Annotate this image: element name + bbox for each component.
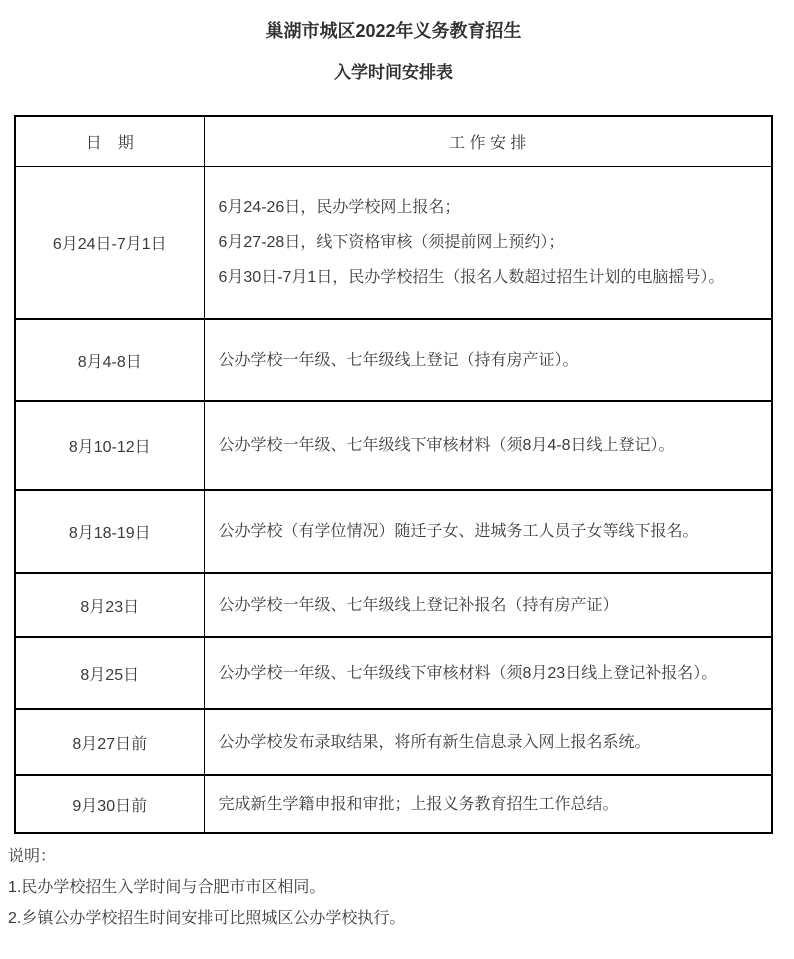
note-item: 1.民办学校招生入学时间与合肥市市区相同。: [8, 879, 326, 896]
document-subtitle: 入学时间安排表: [334, 63, 453, 82]
work-cell: [204, 166, 772, 319]
work-line: 公办学校一年级、七年级线下审核材料（须8月23日线上登记补报名）。: [218, 664, 718, 682]
work-cell: [204, 709, 772, 775]
work-line: 6月30日-7月1日，民办学校招生（报名人数超过招生计划的电脑摇号）。: [218, 268, 725, 286]
date-cell: 8月25日: [15, 637, 204, 709]
notes-section: [8, 847, 773, 929]
document-page: [8, 0, 773, 929]
work-cell: [204, 319, 772, 401]
notes-label: 说明：: [8, 848, 57, 865]
work-cell: [204, 637, 772, 709]
document-title: 巢湖市城区2022年义务教育招生: [265, 21, 522, 41]
work-line: 公办学校一年级、七年级线上登记（持有房产证）。: [218, 351, 579, 369]
work-line: 公办学校一年级、七年级线上登记补报名（持有房产证）: [218, 596, 619, 614]
work-cell: [204, 573, 772, 637]
work-column-header: 工 作 安 排: [204, 116, 772, 166]
table-row: [15, 709, 772, 775]
date-cell: 6月24日-7月1日: [15, 166, 204, 319]
table-row: [15, 775, 772, 833]
date-cell: 8月23日: [15, 573, 204, 637]
date-cell: 8月18-19日: [15, 490, 204, 573]
work-line: 公办学校（有学位情况）随迁子女、进城务工人员子女等线下报名。: [218, 523, 699, 540]
date-cell: 9月30日前: [15, 775, 204, 833]
table-row: [15, 401, 772, 490]
table-header-row: [15, 116, 772, 166]
table-row: [15, 573, 772, 637]
date-cell: 8月10-12日: [15, 401, 204, 490]
table-row: [15, 166, 772, 319]
table-row: [15, 637, 772, 709]
date-column-header: 日 期: [15, 116, 204, 166]
date-cell: 8月27日前: [15, 709, 204, 775]
table-row: [15, 490, 772, 573]
note-item: 2.乡镇公办学校招生时间安排可比照城区公办学校执行。: [8, 910, 406, 927]
work-line: 公办学校发布录取结果，将所有新生信息录入网上报名系统。: [218, 733, 651, 751]
work-cell: [204, 401, 772, 490]
date-cell: 8月4-8日: [15, 319, 204, 401]
work-line: 6月24-26日，民办学校网上报名；: [218, 198, 461, 216]
work-line: 公办学校一年级、七年级线下审核材料（须8月4-8日线上登记）。: [218, 437, 675, 454]
table-row: [15, 319, 772, 401]
work-cell: [204, 775, 772, 833]
work-cell: [204, 490, 772, 573]
work-line: 完成新生学籍申报和审批；上报义务教育招生工作总结。: [218, 795, 619, 813]
schedule-table: [14, 115, 773, 834]
work-line: 6月27-28日，线下资格审核（须提前网上预约）；: [218, 233, 565, 251]
